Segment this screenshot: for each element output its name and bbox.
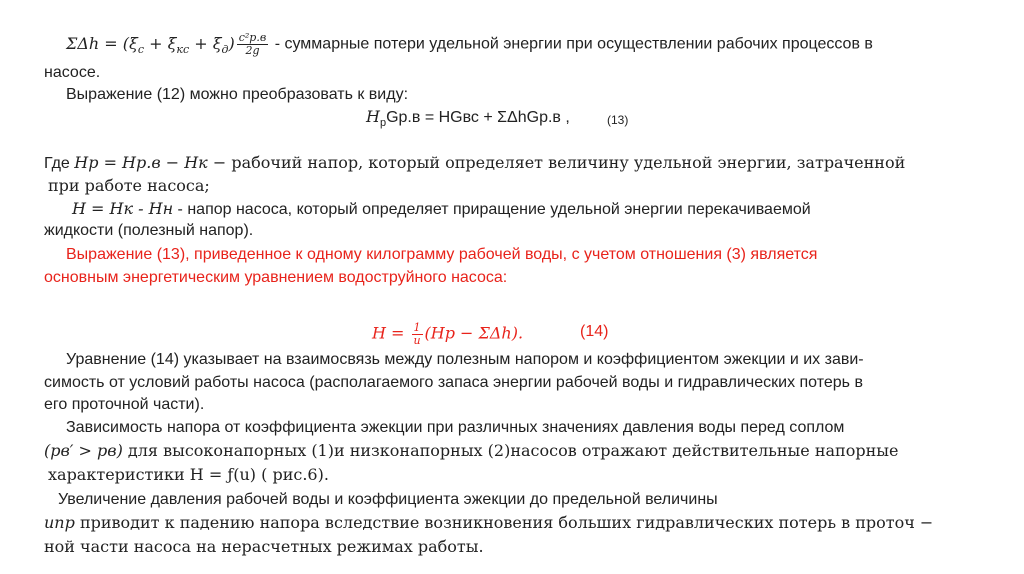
paragraph-3-line-3: ной части насоса на нерасчетных режимах работы. [44,537,484,556]
definition-hp: Где Hр = Hр.в − Hк − рабочий напор, который определяет величину удельной энергии, затраченной [44,153,906,172]
equation-14-number: (14) [580,323,609,340]
loss-description: - суммарные потери удельной энергии при осуществлении рабочих процессов в [270,35,873,53]
transform-intro: Выражение (12) можно преобразовать к виду: [66,86,409,103]
equation-13: $H_рGр.в$ = HGвс + ΣΔhGр.в , [366,107,570,130]
equation-14-fraction: $\frac{1}{u}$ [413,321,421,347]
highlight-statement: Выражение (13), приведенное к одному килограмму рабочей воды, с учетом отношения (3) является [66,246,818,263]
velocity-fraction: $\frac{\text{c²р.в}}{2g}$ [238,31,267,57]
equation-13-number: (13) [607,113,629,127]
paragraph-2-line-2: (pв′ > pв) для высоконапорных (1)и низконапорных (2)насосов отражают действительные напорные [44,441,899,460]
paragraph-2-line-3: характеристики H = ƒ(u) ( рис.6). [48,465,329,484]
loss-description-cont: насосе. [44,64,101,81]
loss-formula: ΣΔℎ = $(\xi_с + \xi_{кс} + \xi_д)$ [66,33,235,56]
equation-14: H = $\frac{1}{u}$ (Hp − ΣΔh). [372,321,524,347]
paragraph-1-line-2: симость от условий работы насоса (располагаемого запаса энергии рабочей воды и гидравлических потерь в [44,374,863,391]
paragraph-3-line-2: uпр приводит к падению напора вследствие возникновения больших гидравлических потерь в проточ − [44,513,934,532]
paragraph-1-line-1: Уравнение (14) указывает на взаимосвязь между полезным напором и коэффициентом эжекции и их зави- [66,351,864,368]
paragraph-3-line-1: Увеличение давления рабочей воды и коэффициента эжекции до предельной величины [58,491,718,508]
paragraph-1-line-3: его проточной части). [44,396,205,413]
paragraph-2-line-1: Зависимость напора от коэффициента эжекции при различных значениях давления воды перед соплом [66,419,845,436]
highlight-statement-cont: основным энергетическим уравнением водоструйного насоса: [44,269,508,286]
definition-h: H = Hк - Hн - напор насоса, который определяет приращение удельной энергии перекачиваемой [72,199,811,218]
loss-formula-line [66,32,873,57]
definition-h-cont: жидкости (полезный напор). [44,222,254,239]
definition-hp-cont: при работе насоса; [48,176,210,195]
